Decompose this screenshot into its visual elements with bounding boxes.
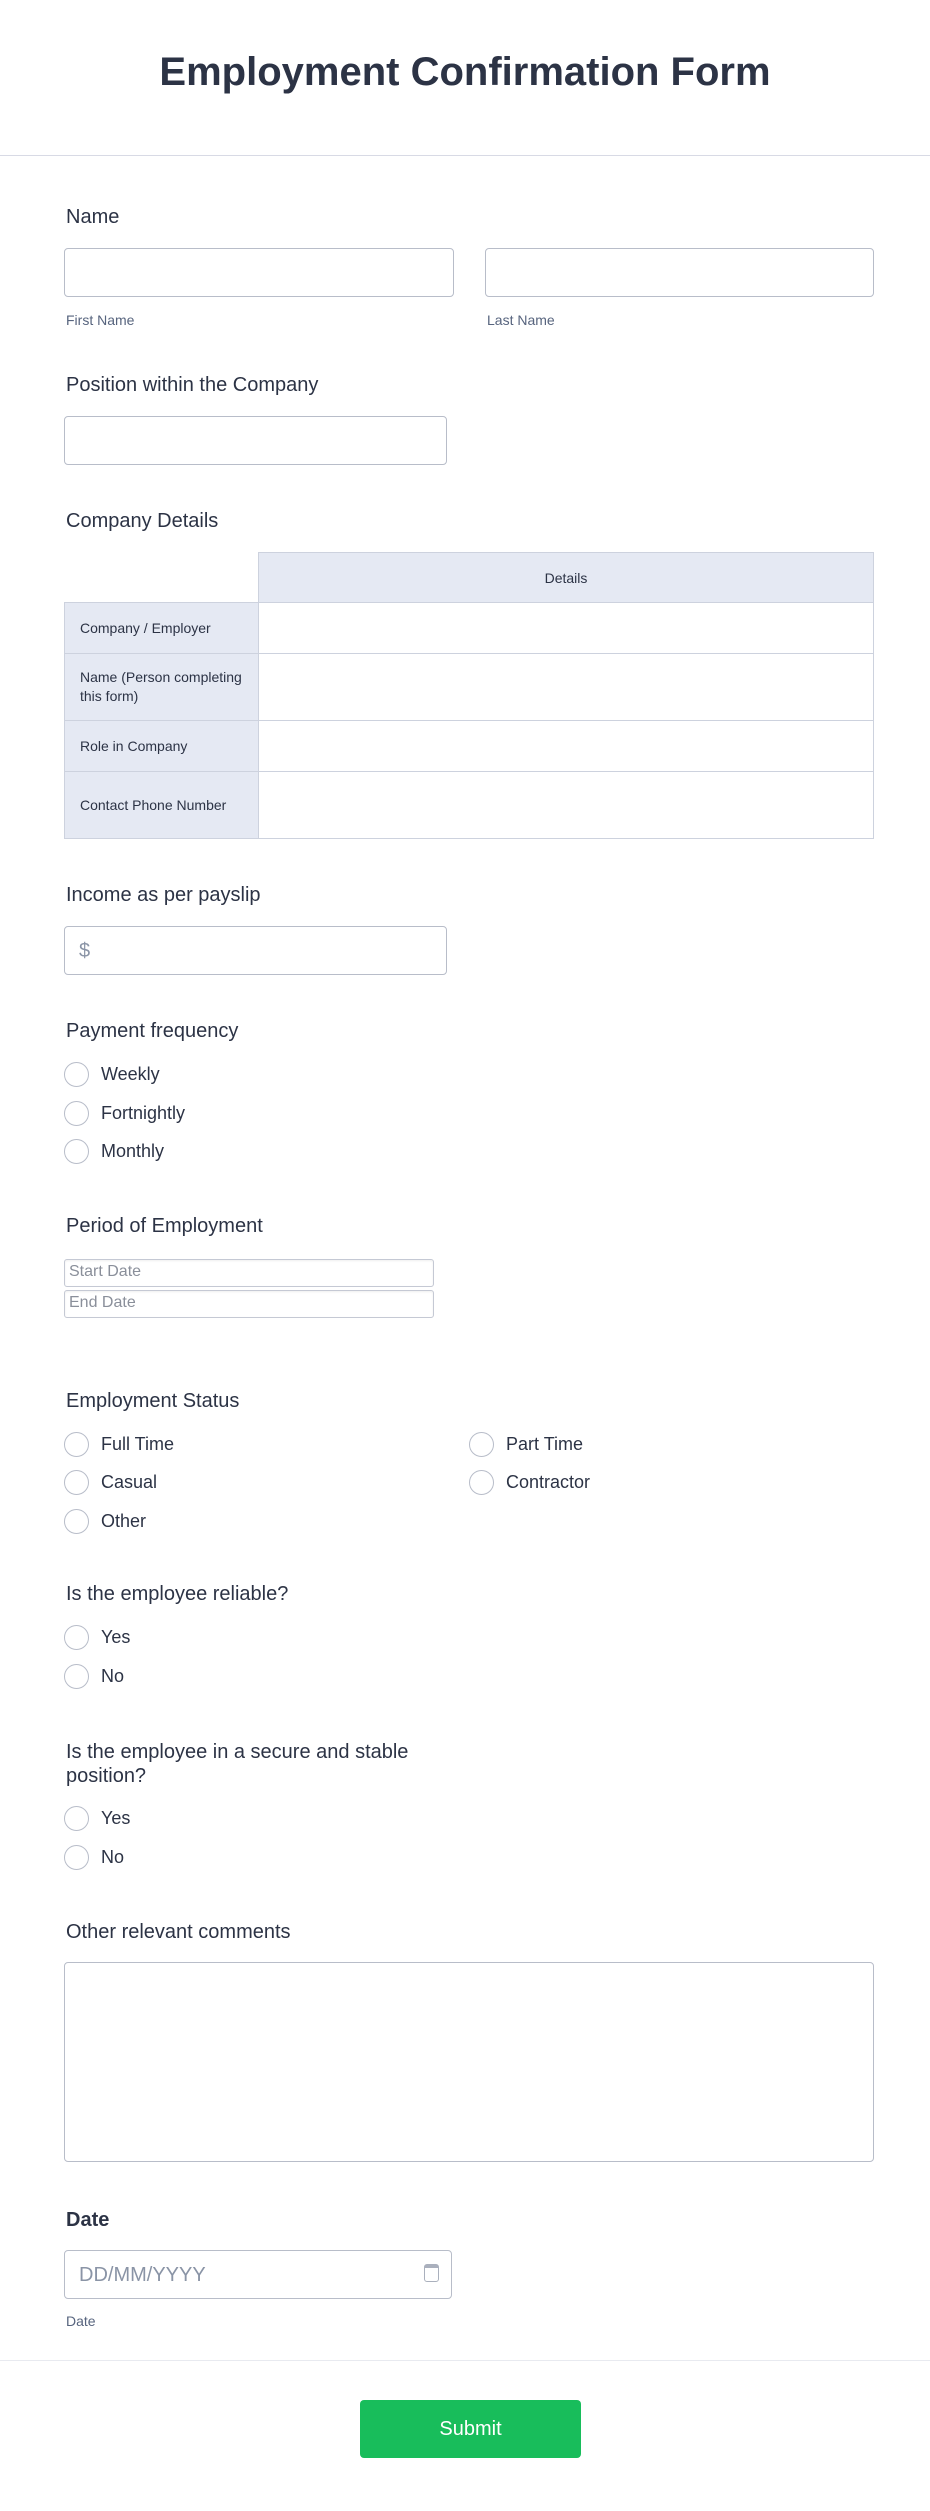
row-header: Company / Employer bbox=[65, 603, 259, 654]
end-date-input[interactable]: End Date bbox=[64, 1290, 434, 1318]
role-cell[interactable] bbox=[259, 721, 874, 772]
radio-contractor[interactable]: Contractor bbox=[469, 1470, 590, 1495]
person-name-cell[interactable] bbox=[259, 654, 874, 721]
radio-circle[interactable] bbox=[64, 1664, 89, 1689]
radio-circle[interactable] bbox=[64, 1470, 89, 1495]
position-label: Position within the Company bbox=[66, 374, 319, 396]
radio-other[interactable]: Other bbox=[64, 1509, 146, 1534]
date-placeholder: DD/MM/YYYY bbox=[79, 2264, 206, 2286]
submit-button[interactable]: Submit bbox=[360, 2400, 581, 2458]
company-employer-cell[interactable] bbox=[259, 603, 874, 654]
date-sublabel: Date bbox=[66, 2313, 96, 2329]
radio-casual[interactable]: Casual bbox=[64, 1470, 157, 1495]
reliable-label: Is the employee reliable? bbox=[66, 1583, 289, 1605]
phone-cell[interactable] bbox=[259, 772, 874, 839]
radio-circle[interactable] bbox=[64, 1139, 89, 1164]
radio-reliable-no[interactable]: No bbox=[64, 1664, 124, 1689]
details-column-header: Details bbox=[259, 553, 874, 603]
radio-reliable-yes[interactable]: Yes bbox=[64, 1625, 130, 1650]
comments-label: Other relevant comments bbox=[66, 1921, 291, 1943]
income-input[interactable] bbox=[64, 926, 447, 975]
period-label: Period of Employment bbox=[66, 1215, 263, 1237]
position-input[interactable] bbox=[64, 416, 447, 465]
radio-fortnightly[interactable]: Fortnightly bbox=[64, 1101, 185, 1126]
radio-circle[interactable] bbox=[469, 1470, 494, 1495]
date-label: Date bbox=[66, 2209, 110, 2231]
currency-prefix: $ bbox=[79, 940, 91, 962]
first-name-sublabel: First Name bbox=[66, 312, 135, 328]
date-input[interactable] bbox=[64, 2250, 452, 2299]
employment-status-label: Employment Status bbox=[66, 1390, 240, 1412]
income-label: Income as per payslip bbox=[66, 884, 261, 906]
radio-circle[interactable] bbox=[469, 1432, 494, 1457]
radio-secure-no[interactable]: No bbox=[64, 1845, 124, 1870]
radio-circle[interactable] bbox=[64, 1625, 89, 1650]
radio-circle[interactable] bbox=[64, 1062, 89, 1087]
start-date-input[interactable]: Start Date bbox=[64, 1259, 434, 1287]
last-name-input[interactable] bbox=[485, 248, 874, 297]
radio-monthly[interactable]: Monthly bbox=[64, 1139, 164, 1164]
row-header: Contact Phone Number bbox=[65, 772, 259, 839]
radio-secure-yes[interactable]: Yes bbox=[64, 1806, 130, 1831]
radio-full-time[interactable]: Full Time bbox=[64, 1432, 174, 1457]
radio-circle[interactable] bbox=[64, 1432, 89, 1457]
radio-weekly[interactable]: Weekly bbox=[64, 1062, 160, 1087]
radio-circle[interactable] bbox=[64, 1101, 89, 1126]
payment-frequency-label: Payment frequency bbox=[66, 1020, 239, 1042]
radio-circle[interactable] bbox=[64, 1806, 89, 1831]
footer-divider bbox=[0, 2360, 930, 2361]
name-label: Name bbox=[66, 206, 120, 228]
comments-textarea[interactable] bbox=[64, 1962, 874, 2162]
row-header: Role in Company bbox=[65, 721, 259, 772]
secure-label: Is the employee in a secure and stable position? bbox=[66, 1741, 409, 1787]
last-name-sublabel: Last Name bbox=[487, 312, 555, 328]
radio-part-time[interactable]: Part Time bbox=[469, 1432, 583, 1457]
radio-circle[interactable] bbox=[64, 1845, 89, 1870]
header-divider bbox=[0, 155, 930, 156]
row-header: Name (Person completing this form) bbox=[65, 654, 259, 721]
radio-circle[interactable] bbox=[64, 1509, 89, 1534]
company-details-label: Company Details bbox=[66, 510, 219, 532]
company-details-table bbox=[64, 552, 874, 839]
first-name-input[interactable] bbox=[64, 248, 454, 297]
calendar-icon[interactable] bbox=[424, 2264, 439, 2282]
page-title: Employment Confirmation Form bbox=[159, 50, 771, 94]
